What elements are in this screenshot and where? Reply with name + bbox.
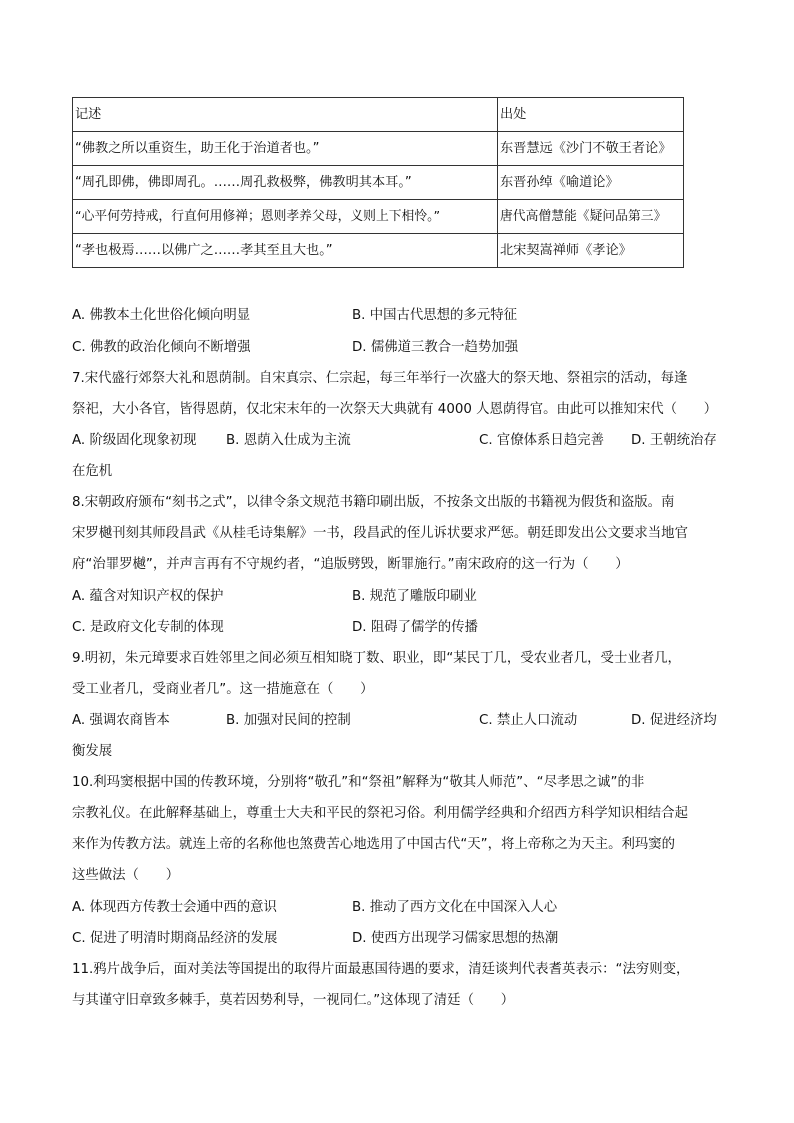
q9-option-d-wrap: 衡发展 [72, 744, 113, 759]
q8-option-b: B. 规范了雕版印刷业 [352, 589, 477, 604]
q6-option-a: A. 佛教本土化世俗化倾向明显 [72, 308, 251, 323]
q10-option-a: A. 体现西方传教士会通中西的意识 [72, 900, 277, 915]
q8-stem-line: 8.宋朝政府颁布“刻书之式”，以律令条文规范书籍印刷出版，不按条文出版的书籍视为假货和盗版。南 [72, 495, 675, 510]
q8-option-d: D. 阻碍了儒学的传播 [352, 620, 478, 635]
q8-option-a: A. 蕴含对知识产权的保护 [72, 589, 224, 604]
q7-stem-line: 祭祀，大小各官，皆得恩荫，仅北宋末年的一次祭天大典就有 4000 人恩荫得官。由此可以推知宋代（ ） [72, 402, 718, 417]
q8-stem-line: 宋罗樾刊刻其师段昌武《从桂毛诗集解》一书，段昌武的侄儿诉状要求严惩。朝廷即发出公文要求当地官 [72, 526, 688, 541]
table-cell-quote: “佛教之所以重资生，助王化于治道者也。” [73, 132, 498, 166]
q9-option-b: B. 加强对民间的控制 [226, 713, 351, 728]
q9-option-a: A. 强调农商皆本 [72, 713, 170, 728]
table-cell-source: 北宋契嵩禅师《孝论》 [498, 234, 684, 268]
table-header-row [73, 98, 684, 132]
q6-option-d: D. 儒佛道三教合一趋势加强 [352, 340, 519, 355]
q7-option-c: C. 官僚体系日趋完善 [479, 433, 604, 448]
q10-option-d: D. 使西方出现学习儒家思想的热潮 [352, 931, 559, 946]
table-header-cell: 记述 [73, 98, 498, 132]
q10-option-c: C. 促进了明清时期商品经济的发展 [72, 931, 278, 946]
q10-stem-line: 来作为传教方法。就连上帝的名称他也煞费苦心地选用了中国古代“天”，将上帝称之为天主。利玛窦的 [72, 837, 676, 852]
q9-stem-line: 受工业者几，受商业者几”。这一措施意在（ ） [72, 682, 374, 697]
q10-option-b: B. 推动了西方文化在中国深入人心 [352, 900, 558, 915]
table-row [73, 200, 684, 234]
table-row [73, 166, 684, 200]
table-cell-quote: “周孔即佛，佛即周孔。……周孔救极弊，佛教明其本耳。” [73, 166, 498, 200]
table-row [73, 234, 684, 268]
q7-option-d: D. 王朝统治存 [631, 433, 717, 448]
table-cell-source: 唐代高僧慧能《疑问品第三》 [498, 200, 684, 234]
q9-option-c: C. 禁止人口流动 [479, 713, 578, 728]
q10-stem-line: 10.利玛窦根据中国的传教环境，分别将“敬孔”和“祭祖”解释为“敬其人师范”、“尽孝思之诚”的非 [72, 775, 645, 790]
q7-option-d-wrap: 在危机 [72, 464, 113, 479]
q7-option-a: A. 阶级固化现象初现 [72, 433, 197, 448]
q8-stem-line: 府“治罪罗樾”，并声言再有不守规约者，“追版劈毁，断罪施行。”南宋政府的这一行为（ ） [72, 557, 629, 572]
quote-source-table [72, 97, 684, 268]
q6-option-c: C. 佛教的政治化倾向不断增强 [72, 340, 251, 355]
table-header-cell: 出处 [498, 98, 684, 132]
table-row [73, 132, 684, 166]
table-cell-source: 东晋孙绰《喻道论》 [498, 166, 684, 200]
q9-stem-line: 9.明初，朱元璋要求百姓邻里之间必须互相知晓丁数、职业，即“某民丁几，受农业者几，受士业者几， [72, 651, 681, 666]
q10-stem-line: 这些做法（ ） [72, 868, 180, 883]
q6-option-b: B. 中国古代思想的多元特征 [352, 308, 517, 323]
q9-option-d: D. 促进经济均 [631, 713, 717, 728]
q7-stem-line: 7.宋代盛行郊祭大礼和恩荫制。自宋真宗、仁宗起，每三年举行一次盛大的祭天地、祭祖宗的活动，每逢 [72, 371, 688, 386]
q11-stem-line: 与其谨守旧章致多棘手，莫若因势利导，一视同仁。”这体现了清廷（ ） [72, 993, 515, 1008]
table-cell-quote: “孝也极焉……以佛广之……孝其至且大也。” [73, 234, 498, 268]
table-cell-quote: “心平何劳持戒，行直何用修禅；恩则孝养父母，义则上下相怜。” [73, 200, 498, 234]
q10-stem-line: 宗教礼仪。在此解释基础上，尊重士大夫和平民的祭祀习俗。利用儒学经典和介绍西方科学知识相结合起 [72, 806, 688, 821]
q11-stem-line: 11.鸦片战争后，面对美法等国提出的取得片面最惠国待遇的要求，清廷谈判代表耆英表示：“法穷则变， [72, 962, 690, 977]
q7-option-b: B. 恩荫入仕成为主流 [226, 433, 351, 448]
q8-option-c: C. 是政府文化专制的体现 [72, 620, 224, 635]
table-cell-source: 东晋慧远《沙门不敬王者论》 [498, 132, 684, 166]
